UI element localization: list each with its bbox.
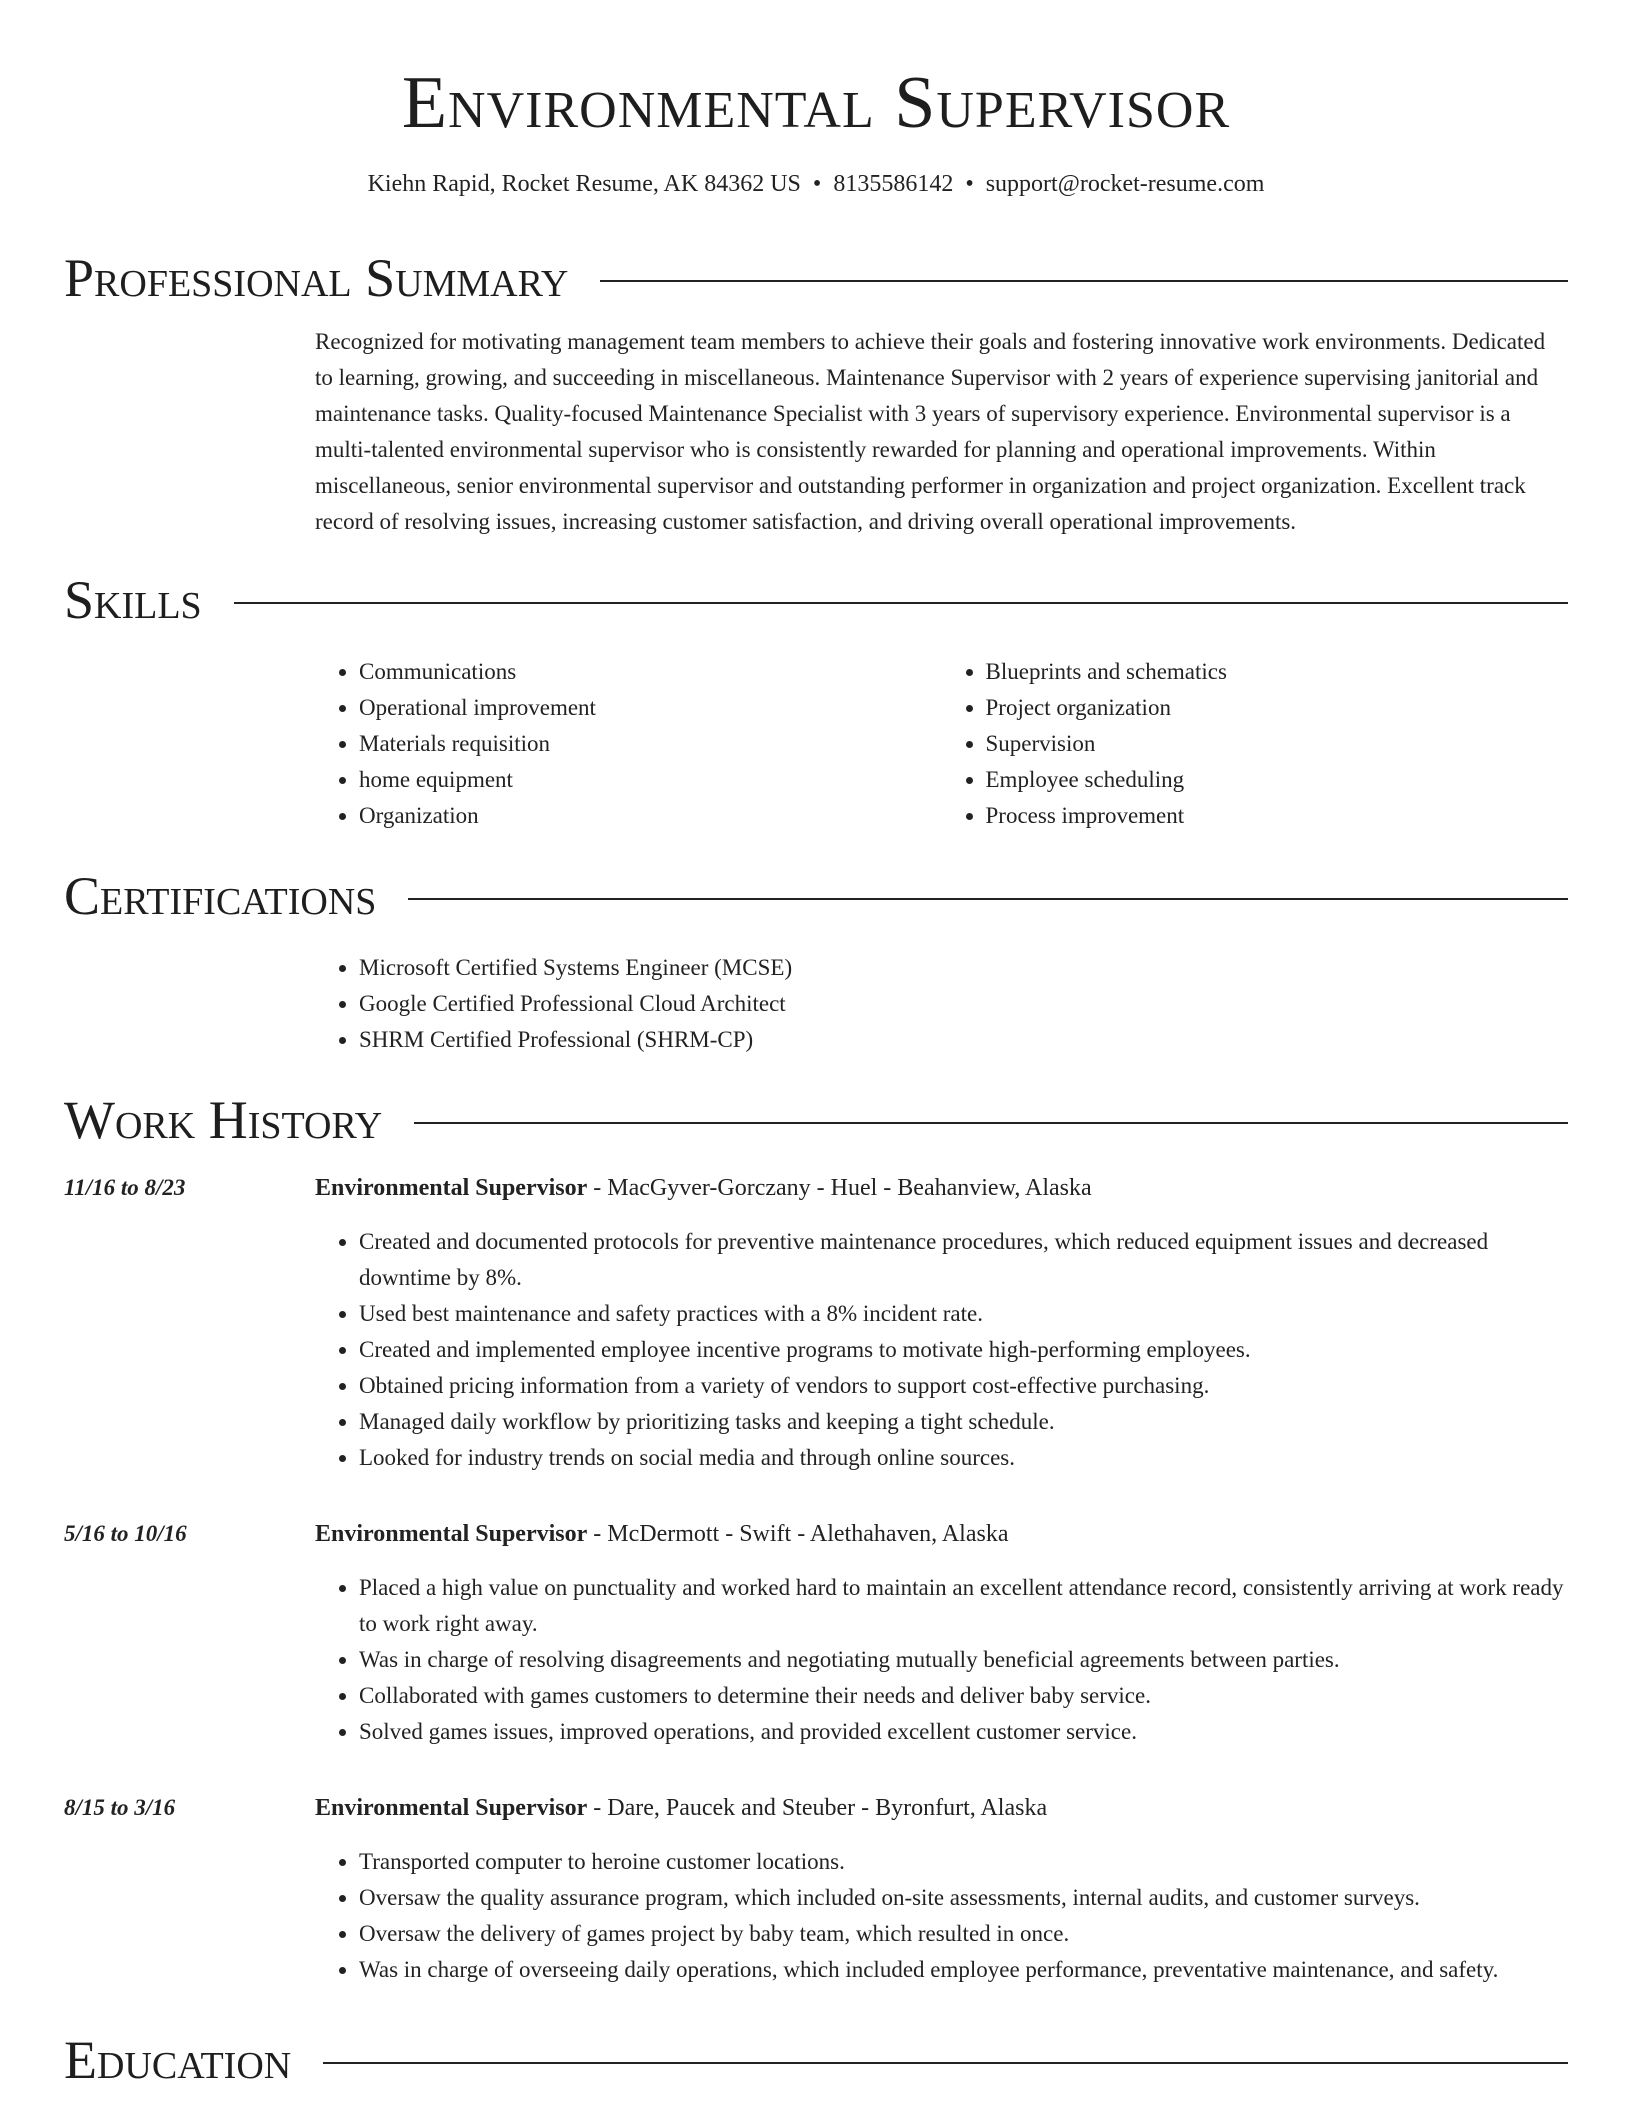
skill-item: • Blueprints and schematics [986,654,1569,690]
job-title-line [315,1790,1568,1826]
certifications-list [315,950,1568,1058]
contact-line [0,168,1632,200]
skills-title: Skills [64,570,202,630]
contact-email: support@rocket-resume.com [985,171,1265,197]
job-bullet: • Collaborated with games customers to determine their needs and deliver baby service. [359,1678,1568,1714]
skill-item: • Process improvement [986,798,1569,834]
job-bullet: • Solved games issues, improved operations, and provided excellent customer service. [359,1714,1568,1750]
job-title: Environmental Supervisor [315,1795,588,1821]
resume-header [0,0,1632,200]
skill-item: • Supervision [986,726,1569,762]
skills-list-left [315,654,942,834]
job-bullets [315,1844,1568,1988]
skills-grid [315,654,1568,834]
skill-item: • Communications [359,654,942,690]
summary-content [315,324,1568,540]
skills-list-right [942,654,1569,834]
skill-item: • Project organization [986,690,1569,726]
job-body [315,1170,1568,1476]
skill-item: • home equipment [359,762,942,798]
section-divider [414,1122,1568,1124]
job-body [315,1790,1568,1988]
job-bullet: • Transported computer to heroine customer locations. [359,1844,1568,1880]
job-bullet: • Oversaw the delivery of games project by baby team, which resulted in once. [359,1916,1568,1952]
contact-separator: • [812,171,822,197]
job-bullet: • Looked for industry trends on social media and through online sources. [359,1440,1568,1476]
certification-item: • Google Certified Professional Cloud Architect [359,986,1568,1022]
work-history-title: Work History [64,1090,383,1150]
job-date: 11/16 to 8/23 [64,1175,186,1200]
skill-item: • Materials requisition [359,726,942,762]
jobs-list [64,1170,1568,1988]
job-bullet: • Was in charge of overseeing daily operations, which included employee performance, preventative maintenance, and safety. [359,1952,1568,1988]
work-history-section [0,1088,1632,1988]
certification-item: • SHRM Certified Professional (SHRM-CP) [359,1022,1568,1058]
skills-section [0,568,1632,834]
summary-section [0,246,1632,540]
certifications-title: Certifications [64,866,377,926]
education-title: Education [64,2030,292,2090]
job-bullet: • Created and implemented employee incentive programs to motivate high-performing employees. [359,1332,1568,1368]
job-bullet: • Was in charge of resolving disagreements and negotiating mutually beneficial agreements between parties. [359,1642,1568,1678]
job-title: Environmental Supervisor [315,1175,588,1201]
job-date: 5/16 to 10/16 [64,1521,187,1546]
summary-text: Recognized for motivating management team members to achieve their goals and fostering innovative work environments. Dedicated to learning, growing, and succeeding in miscellaneous. Maintenance Supervisor with 2 years of experience supervising janitorial and maintenance tasks. Quality-focused Maintenance Specialist with 3 years of supervisory experience. Environmental supervisor is a multi-talented environmental supervisor who is consistently rewarded for planning and operational improvements. Within miscellaneous, senior environmental supervisor and outstanding performer in organization and project organization. Excellent track record of resolving issues, increasing customer satisfaction, and driving overall operational improvements. [315,329,1546,534]
section-heading [64,568,1568,632]
section-divider [323,2062,1568,2064]
job-bullets [315,1570,1568,1750]
job-bullet: • Oversaw the quality assurance program, which included on-site assessments, internal audits, and customer surveys. [359,1880,1568,1916]
job-bullet: • Obtained pricing information from a variety of vendors to support cost-effective purchasing. [359,1368,1568,1404]
section-heading [64,864,1568,928]
job-title-line [315,1516,1568,1552]
job-company: - MacGyver-Gorczany - Huel - Beahanview, Alaska [587,1175,1092,1201]
job-title-line [315,1170,1568,1206]
certification-item: • Microsoft Certified Systems Engineer (MCSE) [359,950,1568,986]
section-divider [408,898,1568,900]
skill-item: • Employee scheduling [986,762,1569,798]
section-divider [600,280,1568,282]
job-body [315,1516,1568,1750]
summary-title: Professional Summary [64,248,569,308]
certifications-content [315,950,1568,1058]
education-section [0,2028,1632,2092]
job-bullet: • Used best maintenance and safety practices with a 8% incident rate. [359,1296,1568,1332]
section-heading [64,2028,1568,2092]
job-bullet: • Managed daily workflow by prioritizing tasks and keeping a tight schedule. [359,1404,1568,1440]
section-heading [64,1088,1568,1152]
job-company: - McDermott - Swift - Alethahaven, Alaska [587,1521,1009,1547]
job-bullet: • Created and documented protocols for preventive maintenance procedures, which reduced equipment issues and decreased downtime by 8%. [359,1224,1568,1296]
skill-item: • Organization [359,798,942,834]
skills-content [315,654,1568,834]
job-date: 8/15 to 3/16 [64,1795,176,1820]
section-heading [64,246,1568,310]
job-entry [64,1516,1568,1750]
job-entry [64,1170,1568,1476]
certifications-section [0,864,1632,1058]
contact-phone: 8135586142 [833,171,954,197]
resume-name: Environmental Supervisor [401,62,1231,144]
contact-separator: • [965,171,974,197]
job-bullet: • Placed a high value on punctuality and worked hard to maintain an excellent attendance record, consistently arriving at work ready to work right away. [359,1570,1568,1642]
section-divider [234,602,1568,604]
skill-item: • Operational improvement [359,690,942,726]
job-company: - Dare, Paucek and Steuber - Byronfurt, Alaska [587,1795,1048,1821]
job-entry [64,1790,1568,1988]
job-title: Environmental Supervisor [315,1521,588,1547]
contact-address: Kiehn Rapid, Rocket Resume, AK 84362 US [367,171,801,197]
job-bullets [315,1224,1568,1476]
